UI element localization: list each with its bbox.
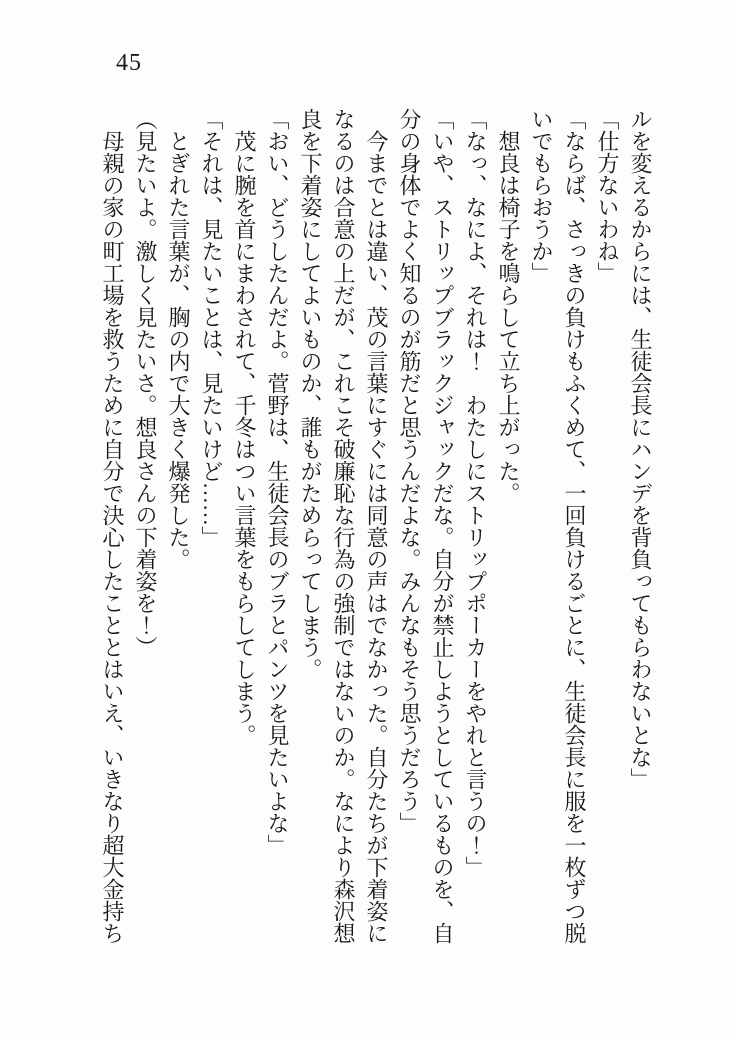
text-line: 「ならば、さっきの負けもふくめて、一回負けるごとに、生徒会長に服を一枚ずつ脱 [562,108,587,944]
text-line: 「いや、ストリップブラックジャックだな。自分が禁止しようとしているものを、自 [430,108,455,944]
text-line: （見たいよ。激しく見たいさ。想良さんの下着姿を！） [133,108,158,658]
text-line: 「なっ、なによ、それは！ わたしにストリップポーカーをやれと言うの！」 [463,108,488,878]
text-line: 「おい、どうしたんだよ。菅野は、生徒会長のブラとパンツを見たいよな」 [265,108,290,856]
text-block [96,108,657,950]
text-line: いでもらおうか」 [529,108,554,284]
text-line: 想良は椅子を鳴らして立ち上がった。 [496,108,521,504]
page-number: 45 [116,50,142,76]
text-line: 「それは、見たいことは、見たいけど……」 [199,108,224,548]
text-line: なるのは合意の上だが、これこそ破廉恥な行為の強制ではないのか。なにより森沢想 [331,108,356,944]
text-line: ルを変えるからには、生徒会長にハンデを背負ってもらわないとな」 [628,108,653,790]
text-line: とぎれた言葉が、胸の内で大きく爆発した。 [166,108,191,570]
text-line: 今までとは違い、茂の言葉にすぐには同意の声はでなかった。自分たちが下着姿に [364,108,389,944]
text-line: 分の身体でよく知るのが筋だと思うんだよな。みんなもそう思うだろう」 [397,108,422,834]
text-line: 良を下着姿にしてよいものか、誰もがためらってしまう。 [298,108,323,680]
text-line: 「仕方ないわね」 [595,108,620,284]
text-line: 茂に腕を首にまわされて、千冬はつい言葉をもらしてしまう。 [232,108,257,746]
text-line: 母親の家の町工場を救うために自分で決心したこととはいえ、いきなり超大金持ち [100,108,125,944]
